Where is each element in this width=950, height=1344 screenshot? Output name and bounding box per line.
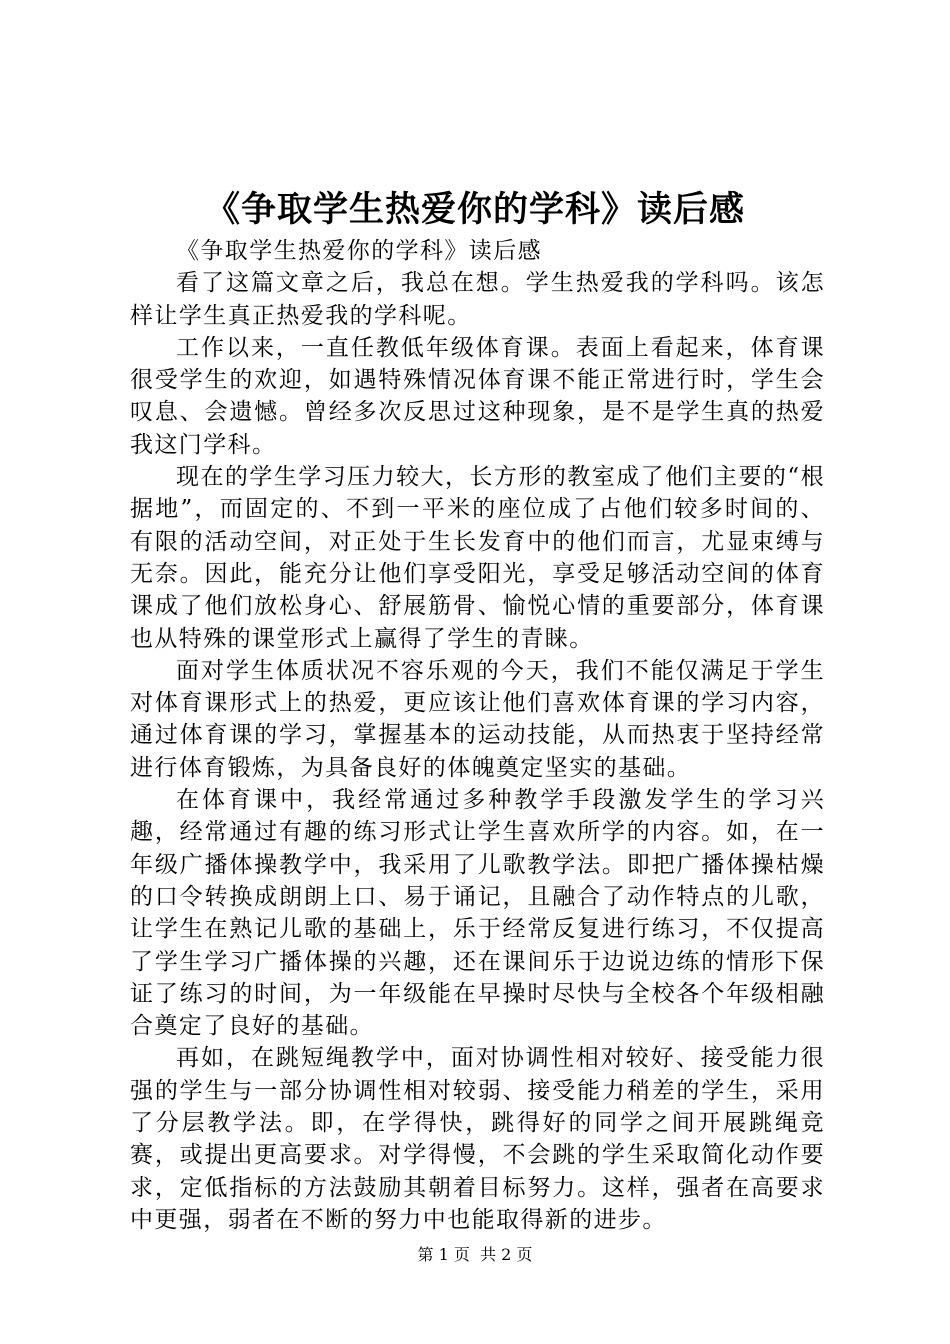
- paragraph: 在体育课中，我经常通过多种教学手段激发学生的学习兴趣，经常通过有趣的练习形式让学生喜欢所学的内容。如，在一年级广播体操教学中，我采用了儿歌教学法。即把广播体操枯燥的口令转换成朗朗上口、易于诵记，且融合了动作特点的儿歌，让学生在熟记儿歌的基础上，乐于经常反复进行练习，不仅提高了学生学习广播体操的兴趣，还在课间乐于边说边练的情形下保证了练习的时间，为一年级能在早操时尽快与全校各个年级相融合奠定了良好的基础。: [130, 787, 825, 1040]
- paragraph: 现在的学生学习压力较大，长方形的教室成了他们主要的“根据地”，而固定的、不到一平米的座位成了占他们较多时间的、有限的活动空间，对正处于生长发育中的他们而言，尤显束缚与无奈。因此，能充分让他们享受阳光，享受足够活动空间的体育课成了他们放松身心、舒展筋骨、愉悦心情的重要部分，体育课也从特殊的课堂形式上赢得了学生的青睐。: [130, 464, 825, 652]
- document-title: 《争取学生热爱你的学科》读后感: [204, 190, 745, 230]
- page-number-label: 第 1 页 共 2 页: [417, 1245, 533, 1264]
- paragraph: 再如，在跳短绳教学中，面对协调性相对较好、接受能力很强的学生与一部分协调性相对较弱、接受能力稍差的学生，采用了分层教学法。即，在学得快，跳得好的同学之间开展跳绳竞赛，或提出更高要求。对学得慢，不会跳的学生采取简化动作要求，定低指标的方法鼓励其朝着目标努力。这样，强者在高要求中更强，弱者在不断的努力中也能取得新的进步。: [130, 1045, 825, 1233]
- paragraph: 面对学生体质状况不容乐观的今天，我们不能仅满足于学生对体育课形式上的热爱，更应该让他们喜欢体育课的学习内容，通过体育课的学习，掌握基本的运动技能，从而热衷于坚持经常进行体育锻炼，为具备良好的体魄奠定坚实的基础。: [130, 657, 825, 781]
- paragraph-subtitle: 《争取学生热爱你的学科》读后感: [176, 238, 542, 264]
- paragraph: 看了这篇文章之后，我总在想。学生热爱我的学科吗。该怎样让学生真正热爱我的学科呢。: [130, 270, 825, 329]
- document-body: [130, 235, 825, 1236]
- paragraph: 工作以来，一直任教低年级体育课。表面上看起来，体育课很受学生的欢迎，如遇特殊情况体育课不能正常进行时，学生会叹息、会遗憾。曾经多次反思过这种现象，是不是学生真的热爱我这门学科。: [130, 334, 825, 458]
- page-footer: [0, 1244, 950, 1266]
